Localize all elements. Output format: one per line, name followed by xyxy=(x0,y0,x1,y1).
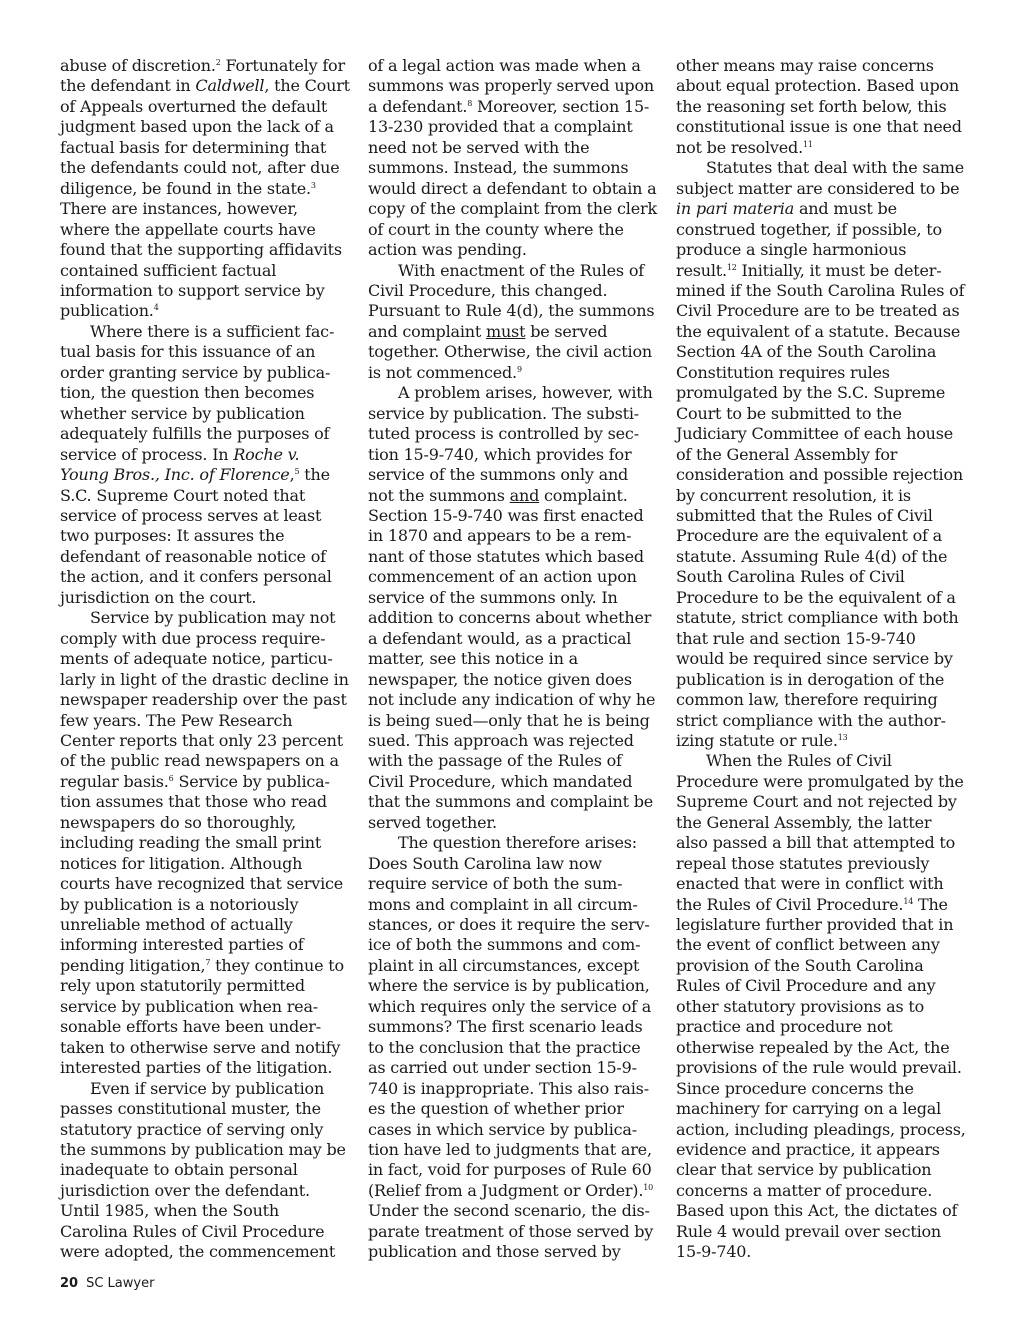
paragraph xyxy=(60,56,350,322)
footnote-ref: 4 xyxy=(153,303,159,313)
article-column-2 xyxy=(368,56,658,1263)
text-run: Where there is a sufficient factual basis for this issuance of an order granting service by publication, the question then becomes whether service by publication adequately fulfills the purposes of service of process. In xyxy=(60,321,335,464)
text-run: of a legal action was made when a summons was properly served upon a defendant. xyxy=(368,56,654,116)
page-footer xyxy=(60,1276,154,1291)
text-run: Statutes that deal with the same subject matter are considered to be xyxy=(676,158,965,198)
footnote-ref: 14 xyxy=(903,896,914,906)
text-run: they continue to rely upon statutorily permitted service by publication when reasonable efforts have been undertaken to otherwise serve and notify interested parties of the litigation. xyxy=(60,955,344,1078)
paragraph xyxy=(368,261,658,384)
text-run: Under the second scenario, the disparate treatment of those served by publication and those served by xyxy=(368,1201,654,1262)
underlined-word: and xyxy=(509,485,540,505)
footnote-ref: 7 xyxy=(205,957,211,967)
text-run: , the Court of Appeals overturned the default judgment based upon the lack of a factual basis for determining that the defendants could not, after due diligence, be found in the state. xyxy=(60,76,350,198)
text-run: A problem arises, however, with service by publication. The substituted process is controlled by section 15-9-740, which provides for service of the summons only and not the summons xyxy=(368,383,653,505)
text-run: The legislature further provided that in the event of conflict between any provision of the South Carolina Rules of Civil Procedure and any other statutory provisions as to practice and procedure not otherwise repealed by the Act, the provisions of the rule would prevail. Since procedure concerns the machinery for carrying on a legal action, including pleadings, process, evidence and practice, it appears clear that service by publication concerns a matter of procedure. Based upon this Act, the dictates of Rule 4 would prevail over section 15-9-740. xyxy=(676,894,966,1262)
text-run: With enactment of the Rules of Civil Procedure, this changed. Pursuant to Rule 4(d), the summons and complaint xyxy=(368,260,655,341)
footnote-ref: 5 xyxy=(294,467,300,477)
underlined-word: must xyxy=(485,321,526,341)
footnote-ref: 3 xyxy=(310,180,316,190)
publication-name: SC Lawyer xyxy=(86,1276,155,1291)
text-run: Initially, it must be determined if the South Carolina Rules of Civil Procedure are to be treated as the equivalent of a statute. Because Section 4A of the South Carolina Constitution requires rules promulgated by the S.C. Supreme Court to be submitted to the Judiciary Committee of each house of the General Assembly for consideration and possible rejection by concurrent resolution, it is submitted that the Rules of Civil Procedure are the equivalent of a statute. Assuming Rule 4(d) of the South Carolina Rules of Civil Procedure to be the equivalent of a statute, strict compliance with both that rule and section 15-9-740 would be required since service by publication is in derogation of the common law, therefore requiring strict compliance with the authorizing statute or rule. xyxy=(676,260,965,750)
text-run: Service by publication assumes that those who read newspapers do so thoroughly, including reading the small print notices for litigation. Although courts have recognized that service by publication is a notoriously unreliable method of actually informing interested parties of pending litigation, xyxy=(60,771,344,975)
article-column-1 xyxy=(60,56,350,1263)
text-run: There are instances, however, where the appellate courts have found that the supporting affidavits contained sufficient factual information to support service by publication. xyxy=(60,199,342,321)
paragraph xyxy=(60,608,350,1078)
footnote-ref: 12 xyxy=(726,262,737,272)
case-name: Caldwell xyxy=(195,76,265,96)
footnote-ref: 9 xyxy=(516,364,522,374)
paragraph xyxy=(368,833,658,1263)
text-run: , xyxy=(289,465,295,485)
paragraph xyxy=(368,56,658,261)
paragraph xyxy=(60,1079,350,1263)
article-column-3 xyxy=(676,56,966,1263)
text-run: abuse of discretion. xyxy=(60,56,216,75)
text-run: Moreover, section 15-13-230 provided that a complaint need not be served with the summons. Instead, the summons would direct a defendant to obtain a copy of the complaint from the clerk of court in the county where the action was pending. xyxy=(368,96,657,260)
paragraph xyxy=(676,158,966,751)
footnote-ref: 8 xyxy=(467,98,473,108)
text-run: When the Rules of Civil Procedure were promulgated by the Supreme Court and not rejected by the General Assembly, the latter also passed a bill that attempted to repeal those statutes previously enacted that were in conflict with the Rules of Civil Procedure. xyxy=(676,751,964,914)
paragraph xyxy=(368,383,658,833)
paragraph xyxy=(60,322,350,608)
page-number: 20 xyxy=(60,1276,79,1291)
text-run: Service by publication may not comply with due process requirements of adequate notice, particularly in light of the drastic decline in newspaper readership over the past few years. The Pew Research Center reports that only 23 percent of the public read newspapers on a regular basis. xyxy=(60,608,349,791)
text-run: complaint. Section 15-9-740 was first enacted in 1870 and appears to be a remnant of those statutes which based commencement of an action upon service of the summons only. In addition to concerns about whether a defendant would, as a practical matter, see this notice in a newspaper, the notice given does not include any indication of why he is being sued—only that he is being sued. This approach was rejected with the passage of the Rules of Civil Procedure, which mandated that the summons and complaint be served together. xyxy=(368,485,656,832)
text-run: be served together. Otherwise, the civil action is not commenced. xyxy=(368,321,652,382)
footnote-ref: 11 xyxy=(802,139,813,149)
footnote-ref: 6 xyxy=(168,773,174,783)
text-run: and must be construed together, if possible, to produce a single harmonious result. xyxy=(676,199,942,280)
text-run: The question therefore arises: Does South Carolina law now require service of both the summons and complaint in all circumstances, or does it require the service of both the summons and complaint in all circumstances, except where the service is by publication, which requires only the service of a summons? The first scenario leads to the conclusion that the practice as carried out under section 15-9-740 is inappropriate. This also raises the question of whether prior cases in which service by publication have led to judgments that are, in fact, void for purposes of Rule 60 (Relief from a Judgment or Order). xyxy=(368,833,652,1200)
footnote-ref: 13 xyxy=(837,732,848,742)
footnote-ref: 2 xyxy=(215,58,221,67)
paragraph xyxy=(676,751,966,1262)
text-run: the S.C. Supreme Court noted that service of process serves at least two purposes: It assures the defendant of reasonable notice of the action, and it confers personal jurisdiction on the court. xyxy=(60,465,332,607)
text-run: Even if service by publication passes constitutional muster, the statutory practice of serving only the summons by publication may be inadequate to obtain personal jurisdiction over the defendant. Until 1985, when the South Carolina Rules of Civil Procedure were adopted, the commencement xyxy=(60,1078,346,1262)
paragraph xyxy=(676,56,966,158)
case-name: Roche v. Young Bros., Inc. of Florence xyxy=(60,444,300,485)
text-run: other means may raise concerns about equal protection. Based upon the reasoning set forth below, this constitutional issue is one that need not be resolved. xyxy=(676,56,962,157)
footnote-ref: 10 xyxy=(643,1182,654,1192)
latin-term: in pari materia xyxy=(676,199,795,219)
text-run: Fortunately for the defendant in xyxy=(60,56,345,96)
